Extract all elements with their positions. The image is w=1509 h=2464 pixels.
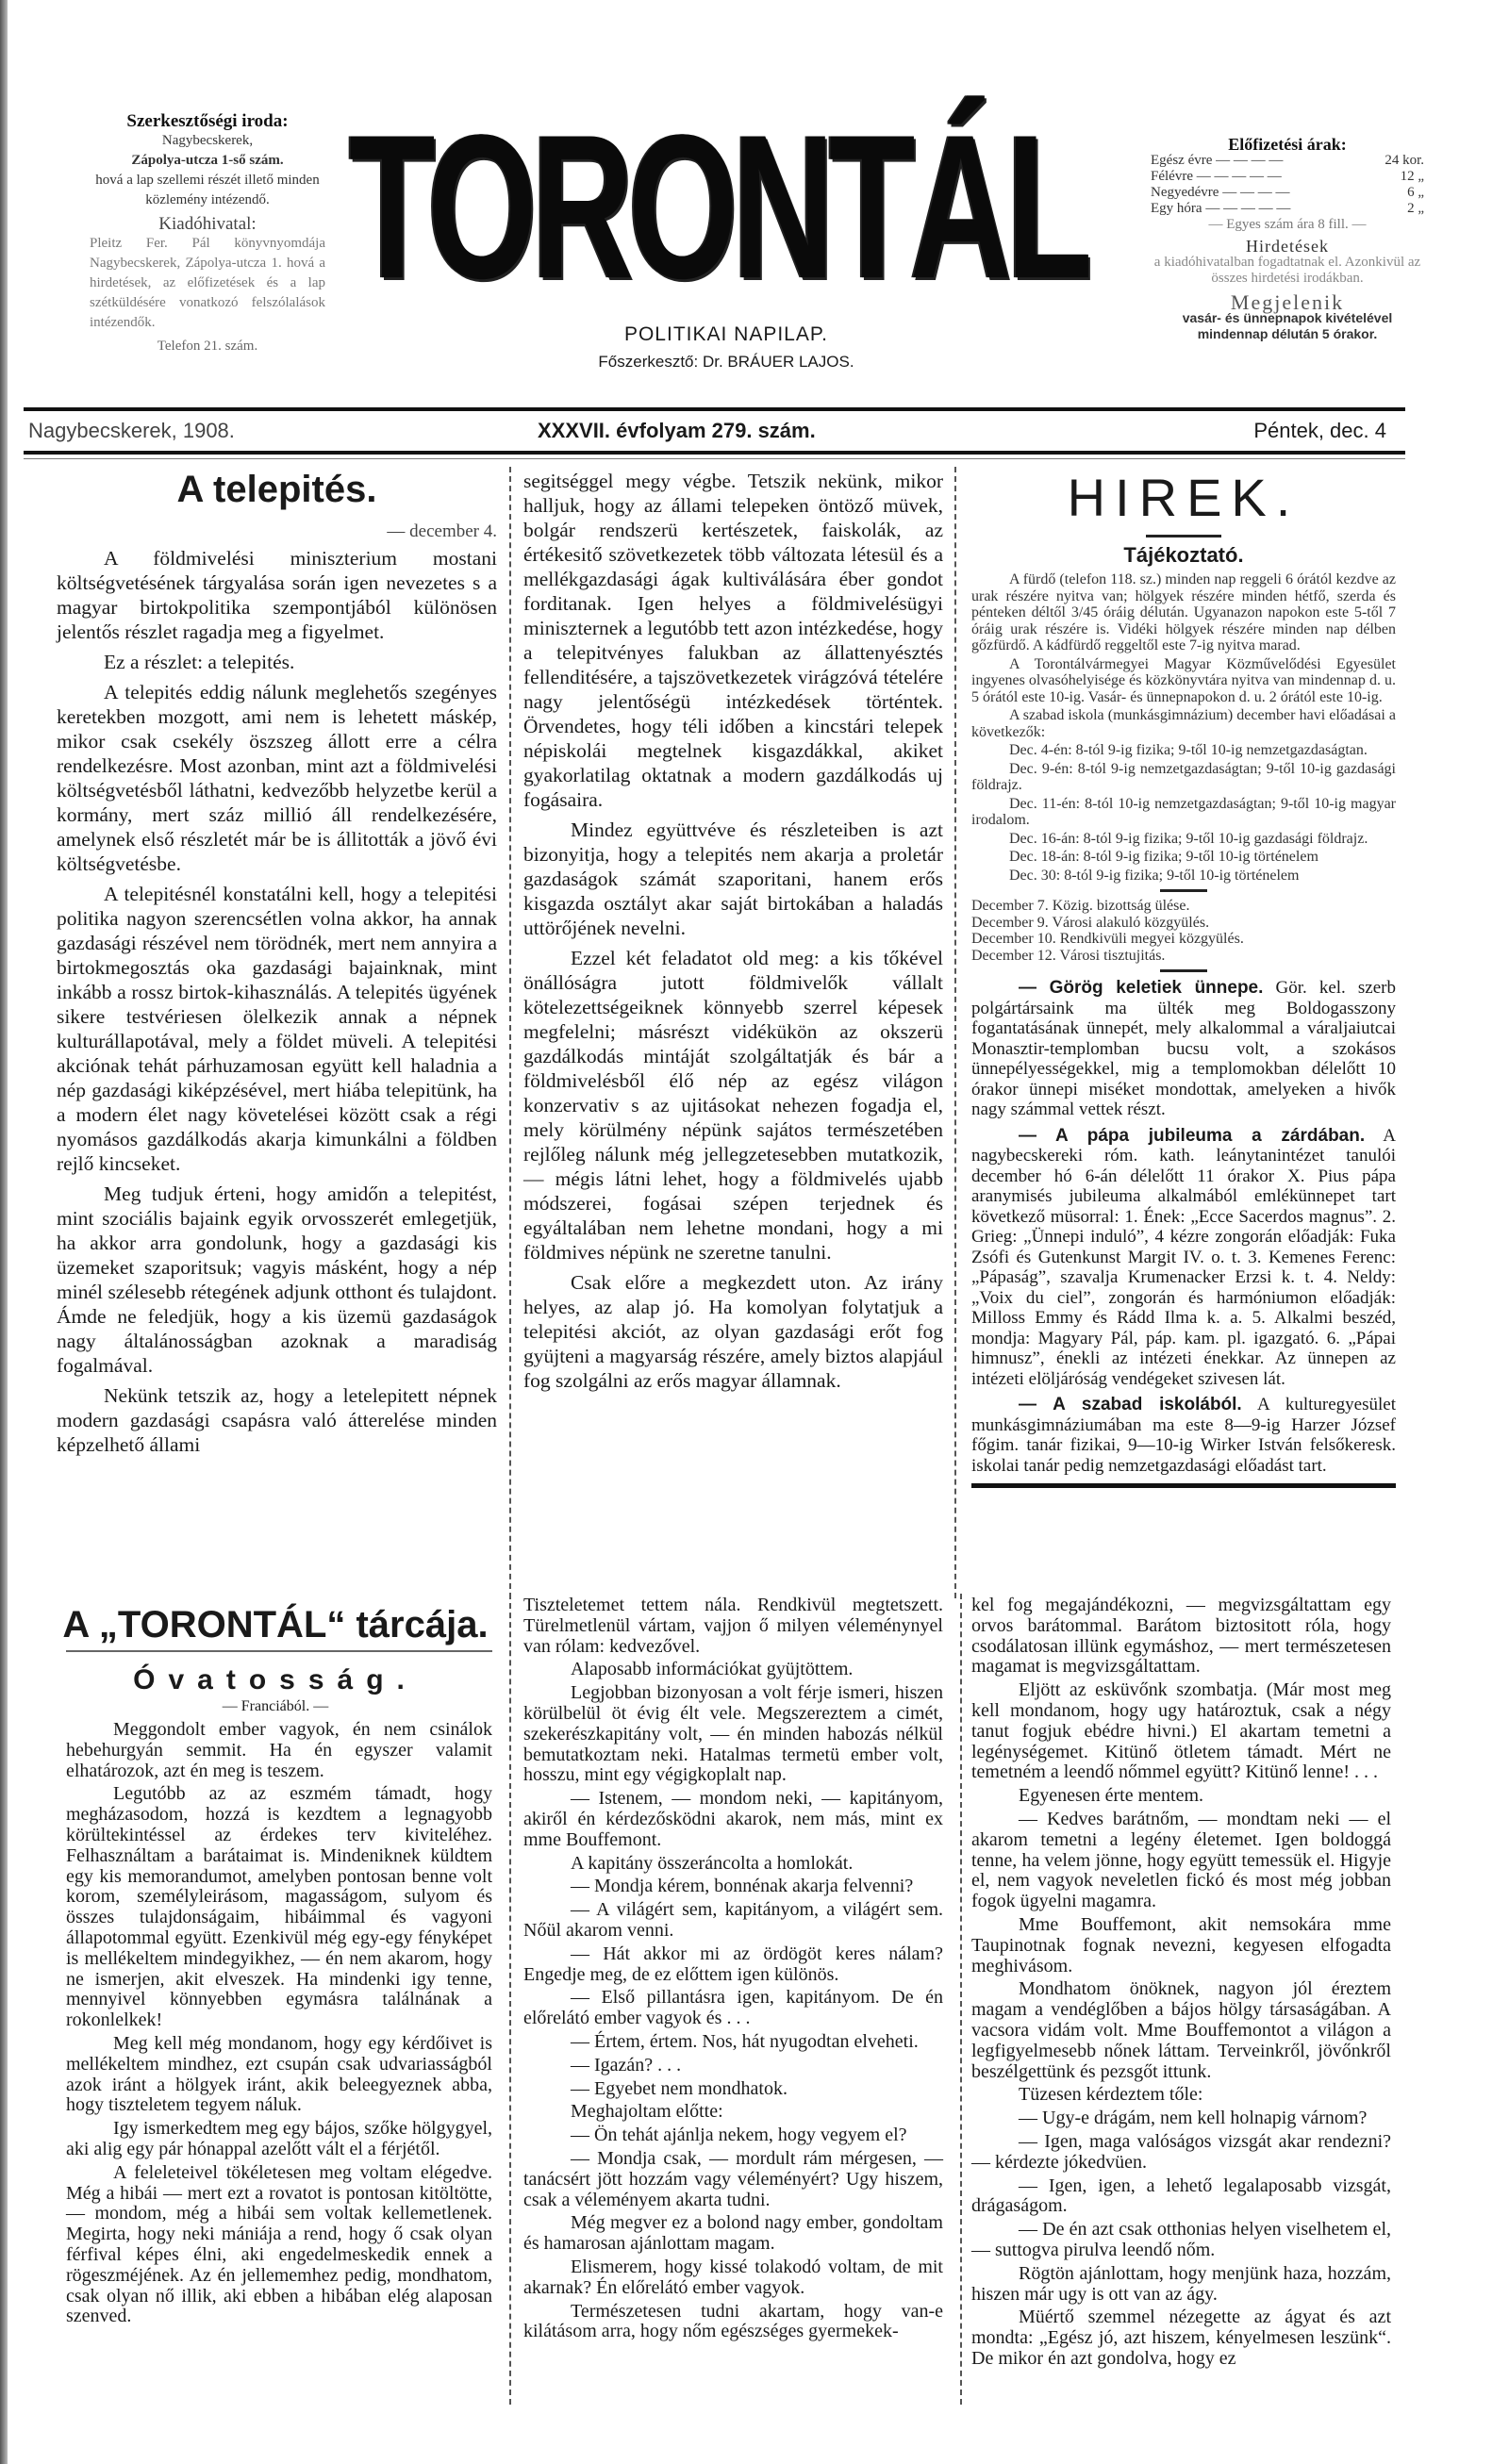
price-row: [1151, 169, 1424, 185]
page-scan-edge: [0, 0, 8, 2464]
paragraph: Természetesen tudni akartam, hogy van-e kilátásom arra, hogy nőm egészséges gyermekek-: [523, 2300, 943, 2342]
editorial-office-box: [90, 111, 325, 356]
paragraph: A telepitésnél konstatálni kell, hogy a telepitési politika nagyon szerencsétlen volna akkor, ha annak gazdasági részével nem törödnék, mert nem annyira a birtokmegosztás oka gazdasági bajainknak, mint inkább a rossz birtok-kihasználás. A telepités ügyének sikere testvériesen ölelkezik annak a népnek kulturállapotával, mely a földet müveli. A telepitési akciónak tehát párhuzamosan együtt kell haladnia a nép gazdasági kiképzésével, mert hiába telepitünk, ha a modern élet nagy követelései között csak a régi nyomásos gazdálkodás akarja kimunkálni a földben rejlő kincseket.: [57, 883, 497, 1175]
calendar-item: December 7. Közig. bizottság ülése.: [971, 898, 1190, 914]
price-value: 2 „: [1407, 201, 1424, 216]
paragraph: Dec. 16-án: 8-tól 9-ig fizika; 9-től 10-ig gazdasági földrajz.: [1009, 830, 1368, 847]
paragraph: A telepités eddig nálunk meglehetős szegényes keretekben mozgott, ami nem is lehetett máskép, mikor csak csekély öszszeg állott erre a célra rendelkezésre. Most azonban, mint azt a földmivelési költségvetésből láthatni, kedvezőbb helyzetbe kerül a kormány, mert száz millió áll rendelkezésére, amelynek első részletét már be is állitották a jövő évi költségvetésbe.: [57, 681, 497, 875]
publisher-title: Kiadóhivatal:: [158, 214, 257, 234]
feuilleton-header: A „TORONTÁL“ tárcája.: [62, 1604, 489, 1645]
paragraph: Dec. 30: 8-tól 9-ig fizika; 9-től 10-ig történelem: [1009, 867, 1300, 884]
calendar-item: December 9. Városi alakuló közgyülés.: [971, 914, 1210, 931]
paragraph: A földmivelési miniszterium mostani költségvetésének tárgyalása során igen nevezetes s a magyar birtokpolitika szempontjából különösen jelentős részlet ragadja meg a figyelmet.: [57, 547, 497, 643]
paragraph: Dec. 11-én: 8-tól 10-ig nemzetgazdaságtan; 9-től 10-ig magyar irodalom.: [971, 795, 1396, 828]
subscription-prices-box: [1151, 137, 1424, 342]
rule-thin: [24, 458, 1405, 459]
paragraph: kel fog megajándékozni, — megvizsgáltattam egy orvos barátommal. Barátom biztositott róla, hogy csodálatosan illünk egymáshoz, — mert természetesen magamat is megvizsgáltattam.: [971, 1595, 1391, 1678]
price-row: [1151, 185, 1424, 201]
paragraph: Meghajoltam előtte:: [571, 2101, 723, 2123]
news-item-headline: — A szabad iskolából.: [1019, 1395, 1242, 1414]
divider: [1160, 969, 1207, 972]
divider: [1160, 889, 1207, 892]
office-city: Nagybecskerek,: [161, 133, 254, 148]
paragraph: Mme Bouffemont, akit nemsokára mme Taupinotnak fognak nevezni, kegyesen elfogadta meghivásom.: [971, 1913, 1391, 1976]
ads-title: Hirdetések: [1246, 237, 1329, 256]
column-divider: [960, 1594, 962, 2405]
price-label: Negyedévre — — — —: [1151, 185, 1290, 200]
paragraph: Rögtön ajánlottam, hogy menjünk haza, hozzám, hiszen már ugy is ott van az ágy.: [971, 2262, 1391, 2305]
feuilleton-column-2: [523, 1596, 943, 2345]
paragraph: segitséggel megy végbe. Tetszik nekünk, mikor halljuk, hogy az állami telepeken öntöző müvek, bolgár rendszerü kertészetek, faiskolák, az értékesitő szövetkezetek több változata létesül és a mellékgazdasági ágak kultiválására éber gondot forditanak. Igen helyes a földmivelésügyi miniszternek a legutóbb tett azon intézkedése, hogy a telepitvényes falukban az állattenyésztés fellenditésére, a tajszövetkezetek virágzóvá tételére nagy jelentőségü intézkedések történtek. Örvendetes, hogy téli időben a kincstári telepek népiskolái megtelnek kisgazdákkal, akiket gyakorlatilag oktatnak a modern gazdálkodás uj fogásaira.: [523, 470, 943, 811]
paragraph: Nekünk tetszik az, hogy a letelepitett népnek modern gazdasági csapásra való átterelése minden képzelhető állami: [57, 1384, 497, 1456]
article-column-2: [523, 469, 943, 1398]
office-phone: Telefon 21. szám.: [157, 339, 258, 354]
paragraph: A feleleteivel tökéletesen meg voltam elégedve. Még a hibái — mert ezt a rovatot is pontosan kitöltötte, — mondom, még a hibái sem voltak kellemetlenek. Megirta, hogy neki mániája a rend, hogy ő csak olyan férfival képes élni, aki engedelmeskedik ennek a rögeszméjének. Az én jellememhez pedig, mondhatom, csak olyan nő illik, aki ebben a hibában elég alaposan szenved.: [66, 2161, 492, 2327]
paragraph: Meg kell még mondanom, hogy egy kérdőivet is mellékeltem mindhez, ezt csupán csak udvariasságból azok iránt a hölgyek iránt, akik beleegyeznek abba, hogy tiszteletem tegyem náluk.: [66, 2032, 492, 2116]
calendar-item: December 12. Városi tisztujitás.: [971, 947, 1166, 964]
paragraph: — Igazán? . . .: [571, 2054, 682, 2075]
paragraph: — Értem, értem. Nos, hát nyugodtan elveheti.: [571, 2030, 919, 2052]
paragraph: Dec. 9-én: 8-tól 9-ig nemzetgazdaságtan; 9-től 10-ig gazdasági földrajz.: [971, 760, 1396, 793]
news-item: [971, 1126, 1396, 1390]
article-title: A telepités.: [176, 469, 377, 510]
paragraph: Elismerem, hogy kissé tolakodó voltam, de mit akarnak? Én előrelátó ember vagyok.: [523, 2256, 943, 2298]
paragraph: Dec. 18-án: 8-tól 9-ig fizika; 9-től 10-ig történelem: [1009, 849, 1318, 865]
paragraph: Még megver ez a bolond nagy ember, gondoltam és hamarosan ajánlottam magam.: [523, 2212, 943, 2255]
news-item: [971, 1395, 1396, 1476]
paragraph: Egyenesen érte mentem.: [1019, 1785, 1204, 1807]
paragraph: — Kedves barátnőm, — mondtam neki — el akarom temetni a legény életemet. Igen boldoggá tenne, ha velem jönne, hogy együtt temessük el. Higyje el, nem vagyok neveletlen fickó és most még jobban fogok ügyelni magamra.: [971, 1808, 1391, 1912]
column-divider: [954, 467, 956, 1598]
rule-bottom: [24, 451, 1405, 455]
news-item-headline: — Görög keletiek ünnepe.: [1019, 978, 1264, 998]
rule: [66, 1650, 492, 1652]
paragraph: Meg tudjuk érteni, hogy amidőn a telepitést, mint szociális bajaink egyik orvosszerét emlegetjük, ha akkor arra gondolunk, hogy a gazdasági kis üzemeket szaporitsuk; vagyis másként, hogy a nép minél szélesebb rétegének adjunk otthont és tulajdont. Ámde ne feledjük, hogy a kis üzemü gazdaságok nagy általánosságban azoknak a maradiság fogalmával.: [57, 1182, 497, 1377]
paragraph: Meggondolt ember vagyok, én nem csinálok hebehurgyán semmit. Ha én egyszer valamit elhatározok, azt én meg is teszem.: [66, 1719, 492, 1781]
calendar-item: December 10. Rendkivüli megyei közgyülés.: [971, 931, 1244, 947]
paragraph: Dec. 4-én: 8-tól 9-ig fizika; 9-től 10-ig nemzetgazdaságtan.: [1009, 742, 1368, 758]
price-label: Egész évre — — — —: [1151, 153, 1284, 168]
newspaper-subtitle: POLITIKAI NAPILAP.: [623, 323, 829, 345]
price-label: Félévre — — — — —: [1151, 169, 1282, 184]
news-section-title: HIREK.: [1067, 468, 1301, 527]
info-title: Tájékoztató.: [1123, 543, 1244, 567]
price-row: [1151, 201, 1424, 217]
appears-title: Megjelenik: [1230, 290, 1345, 314]
office-street: Zápolya-utcza 1-ső szám.: [131, 153, 284, 168]
dateline-place-year: Nagybecskerek, 1908.: [28, 419, 235, 442]
paragraph: Ez a részlet: a telepités.: [104, 651, 295, 673]
paragraph: A Torontálvármegyei Magyar Közművelődési Egyesület ingyenes olvasóhelyisége és közkönyvtára nyitva van mindennap d. u. 5 órától este 10-ig. Vasár- és ünnepnapokon d. u. 2 órától este 10-ig.: [971, 655, 1396, 705]
feuilleton-rule: [971, 1483, 1396, 1488]
paragraph: Legjobban bizonyosan a volt férje ismeri, hiszen körülbelül öt évig élt vele. Megszereztem a cimét, szekerészkapitány volt, — én minden habozás nélkül bemutatkoztam neki. Hatalmas termetü ember volt, hosszu, mint egy végigkoplalt nap.: [523, 1682, 943, 1786]
logo-wordmark: TORONTÁL: [349, 91, 1087, 322]
paragraph: A fürdő (telefon 118. sz.) minden nap reggeli 6 órától kezdve az urak részére nyitva van; hölgyek részére minden hétfő, szerda és pénteken déltől 3/45 óráig délután. Ugyanazon napokon este 5-től 7 óráig urak részére is. Vidéki hölgyek részére minden nap délben gőzfürdő. A kádfürdő reggeltől este 7-ig nyitva marad.: [971, 571, 1396, 653]
paragraph: — Egyebet nem mondhatok.: [571, 2077, 788, 2099]
office-title: Szerkesztőségi iroda:: [126, 111, 289, 131]
paragraph: Tüzesen kérdeztem tőle:: [1019, 2084, 1203, 2106]
paragraph: A szabad iskola (munkásgimnázium) december havi előadásai a következők:: [971, 707, 1396, 740]
price-value: 12 „: [1400, 169, 1424, 184]
prices-title: Előfizetési árak:: [1228, 135, 1347, 154]
price-label: Egy hóra — — — — —: [1151, 201, 1291, 216]
paragraph: — De én azt csak otthonias helyen viselhetem el, — suttogva pirulva leendő nőm.: [971, 2219, 1391, 2260]
story-title: Óvatosság.: [133, 1664, 418, 1695]
divider: [1146, 535, 1221, 537]
column-divider: [509, 467, 511, 1598]
price-value: 6 „: [1407, 185, 1424, 200]
paragraph: — Igen, igen, a lehető legalaposabb vizsgát, drágaságom.: [971, 2175, 1391, 2217]
feuilleton-column-1-wrap: [58, 1603, 492, 2330]
news-item-headline: — A pápa jubileuma a zárdában.: [1019, 1125, 1366, 1146]
feuilleton-column-3: [971, 1596, 1391, 2373]
paragraph: — Ugy-e drágám, nem kell holnapig várnom?: [1019, 2108, 1368, 2129]
paragraph: Legutóbb az az eszmém támadt, hogy megházasodom, hozzá is kezdtem a legnagyobb körültekintéssel az érdekes terv kiviteléhez. Felhasználtam a barátaimat is. Mindeniknek küldtem egy kis memorandumot, amelyben pontosan benne volt korom, személyleirásom, magasságom, sulyom és összes tulajdonságaim, hibáimmal és vagyoni állapotommal együtt. Ezenkivül még egy-egy fényképet is mellékeltem mindegyikhez, — én nem akarom, hogy ne ismerjen, akit elveszek. Ha mindenki igy tenne, mennyivel könnyebben egymásra találnának a rokonlelkek!: [66, 1783, 492, 2031]
paragraph: — Első pillantásra igen, kapitányom. De én előrelátó ember vagyok és . . .: [523, 1987, 943, 2029]
article-column-1: [57, 546, 497, 1457]
info-block: [971, 571, 1396, 884]
paragraph: — Hát akkor mi az ördögöt keres nálam? Engedje meg, de ez előttem igen különös.: [523, 1943, 943, 1985]
paragraph: — A világért sem, kapitányom, a világért sem. Nőül akarom venni.: [523, 1899, 943, 1941]
paragraph: Igy ismerkedtem meg egy bájos, szőke hölgygyel, aki alig egy pár hónappal azelőtt vált el a férjétől.: [66, 2118, 492, 2159]
ads-note: a kiadóhivatalban fogadtatnak el. Azonkivül az összes hirdetési irodákban.: [1153, 255, 1421, 286]
price-value: 24 kor.: [1385, 153, 1424, 168]
paragraph: Alaposabb információkat gyüjtöttem.: [571, 1659, 854, 1680]
dateline: [28, 415, 1405, 451]
paragraph: Mondhatom önöknek, nagyon jól éreztem magam a vendéglőben a bájos hölgy társaságában. A vacsora vidám volt. Mme Bouffemontot a világon a legfigyelmesebb nőnek láttam. Terveinkről, jövőnkről beszélgettünk és pezsgőt ittunk.: [971, 1978, 1391, 2082]
news-item: [971, 978, 1396, 1120]
paragraph: Ezzel két feladatot old meg: a kis tőkével önállóságra jutott földmivelők vállalt kötelezettségeiknek könnyebb szerrel képesek megfelelni; másrészt vidékükön az okszerü gazdálkodás mintáját szolgáltatják és bár a földmivelésből élő nép az egész világon konzervativ s az ujitásokat nehezen fogadja el, mely körülmény népünk sajátos természetében rejlőleg nálunk még jellegzetesebben mutatkozik, — mégis látni lehet, hogy a földmivelés ujabb módszerei, fogásai szépen terjednek és egyáltalában nem lehetne mondani, hogy a mi földmives népünk ne szeretne tanulni.: [523, 947, 943, 1264]
paragraph: A kapitány összeráncolta a homlokát.: [571, 1852, 854, 1874]
column-divider: [509, 1594, 511, 2405]
dateline-day: Péntek, dec. 4: [1253, 419, 1386, 442]
paragraph: — Istenem, — mondom neki, — kapitányom, akiről én kérdezősködni akarok, nem más, mint ex mme Bouffemont.: [523, 1788, 943, 1850]
paragraph: Csak előre a megkezdett uton. Az irány helyes, az alap jó. Ha komolyan folytatjuk a telepitési akciót, az olyan gazdasági erőt fog gyüjteni a magyarság részére, amely biztos alapjául fog szolgálni az erős magyar államnak.: [523, 1271, 943, 1392]
article-date: — december 4.: [387, 521, 497, 541]
feuilleton-column-1: [66, 1720, 492, 2327]
publisher-note: Pleitz Fer. Pál könyvnyomdája Nagybecskerek, Zápolya-utcza 1. hová a hirdetések, az előfizetések és a lap szétküldésére vonatkozó felszólalások intézendők.: [90, 236, 325, 330]
calendar-block: [971, 889, 1396, 972]
appears-note: vasár- és ünnepnapok kivételével mindennap délután 5 órakor.: [1182, 310, 1393, 341]
editor-in-chief: Főszerkesztő: Dr. BRÁUER LAJOS.: [598, 353, 854, 371]
news-item-body: A nagybecskereki róm. kath. leánytanintézet tanulói december hó 6-án délelőtt 11 órakor X. Pius pápa aranymisés jubileuma alkalmából emlékünnepet tart következő müsorral: 1. Ének: „Ecce Sacerdos magnus”. 2. Grieg: „Ünnepi induló”, 4 kézre zongorán előadják: Fuka Zsófi és Gutenkunst Margit IV. o. t. 3. Kemenes Ferenc: „Pápaság”, szavalja Krumenacker Erzsi k. t. 4. Neldy: „Voix du ciel”, zongorán és harmóniumon előadják: Milloss Emmy és Rádd Ilma k. a. 5. Alkalmi beszéd, mondja: Magyary Pál, páp. kam. pl. igazgató. 6. „Pápai himnusz”, énekli az intézeti énekkar. Az ünnepen az intézeti elöljáróság vendégeket szivesen lát.: [971, 1125, 1397, 1389]
paragraph: — Igen, maga valóságos vizsgát akar rendezni? — kérdezte jókedvüen.: [971, 2130, 1391, 2173]
single-issue-price: — Egyes szám ára 8 fill. —: [1208, 217, 1367, 232]
office-note: hová a lap szellemi részét illető minden közlemény intézendő.: [95, 173, 320, 207]
paragraph: — Mondja csak, — mordult rám mérgesen, — tanácsért jött hozzám vagy véleményért? Ugy hiszem, csak a véleményem akarta tudni.: [523, 2147, 943, 2210]
paragraph: Eljött az esküvőnk szombatja. (Már most meg kell mondanom, hogy ugy határoztuk, csak a négy tanut fogjuk ebédre hivni.) El akartam temetni a legénységemet. Kitünő ötletem támadt. Mért ne temetném a leendő nőmmel együtt? Kitünő lenne! . . .: [971, 1679, 1391, 1783]
paragraph: — Ön tehát ajánlja nekem, hogy vegyem el?: [571, 2125, 907, 2146]
news-items: [971, 978, 1396, 1476]
news-section: [971, 467, 1396, 1488]
paragraph: Mindez együttvéve és részleteiben is azt bizonyitja, hogy a telepités nem akarja a proletár gazdaságok számát szaporitani, hanem erős kisgazda osztályt akar saját birtokában a haladás uttörőjének nevelni.: [523, 819, 943, 939]
paragraph: — Mondja kérem, bonnénak akarja felvenni?: [571, 1876, 914, 1897]
news-item-body: Gör. kel. szerb polgártársaink ma ülték meg Boldogasszony fogantatásának ünnepét, mely alkalommal a váraljaiutcai Monasztir-templomban bucsu volt, a szokásos ünnepélyességekkel, mig a templomokban délelőtt 10 órakor ünnepi miséket mondottak, amelyeken a hivők nagy számmal vettek részt.: [971, 978, 1396, 1119]
price-row: [1151, 153, 1424, 169]
paragraph: Tiszteletemet tettem nála. Rendkivül megtetszett. Türelmetlenül vártam, vajjon ő milyen véleménynyel van rólam: kedvezővel.: [523, 1595, 943, 1657]
paragraph: Müértő szemmel nézegette az ágyat és azt mondta: „Egész jó, azt hiszem, kényelmesen leszünk“. De mikor én azt gondolva, hogy ez: [971, 2307, 1391, 2369]
dateline-issue: XXXVII. évfolyam 279. szám.: [538, 419, 816, 442]
story-source: — Franciából. —: [222, 1698, 329, 1714]
news-item-body: A kulturegyesület munkásgimnáziumában ma este 8—9-ig Harzer József főgim. tanár fizikai, 9—10-ig Wirker István felsőkeresk. iskolai tanár pedig nemzetgazdasági előadást tart.: [971, 1395, 1397, 1476]
rule-top: [24, 407, 1405, 411]
newspaper-logo: [349, 91, 1087, 322]
article-column-1-wrap: [57, 467, 497, 1463]
